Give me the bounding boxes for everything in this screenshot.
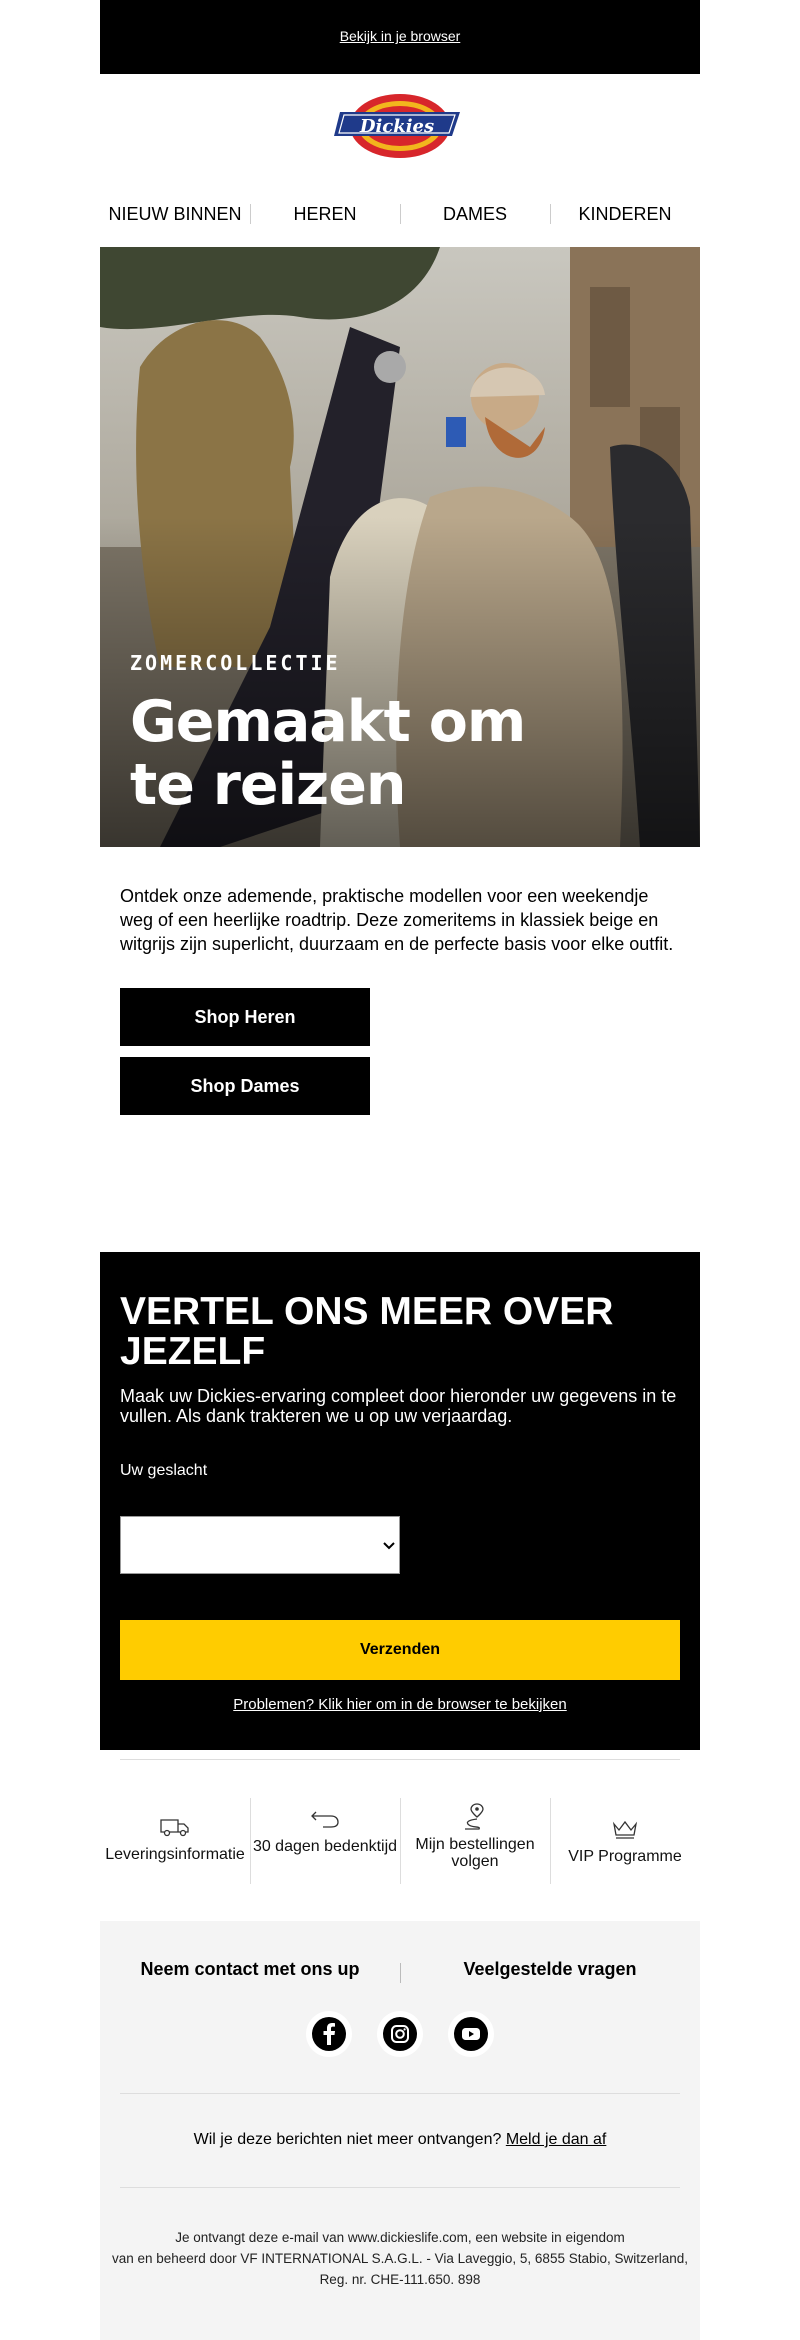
hero-eyebrow: ZOMERCOLLECTIE <box>130 651 341 675</box>
contact-link[interactable]: Neem contact met ons up <box>140 1959 360 1979</box>
chevron-down-icon <box>383 1541 395 1551</box>
browser-trouble-link[interactable]: Problemen? Klik hier om in de browser te bekijken <box>233 1696 567 1713</box>
nav-item-men[interactable]: HEREN <box>250 194 400 234</box>
top-bar <box>100 0 700 74</box>
legal-line: van en beheerd door VF INTERNATIONAL S.A.G.L. - Via Laveggio, 5, 6855 Stabio, Switzerland, <box>111 2251 689 2266</box>
hero-title: Gemaakt om te reizen <box>130 689 526 818</box>
crown-icon <box>609 1816 641 1842</box>
facebook-icon <box>312 2017 346 2051</box>
logo-text: Dickies <box>359 116 435 137</box>
nav-item-kids[interactable]: KINDEREN <box>550 194 700 234</box>
divider <box>120 1759 680 1760</box>
main-nav <box>100 194 700 234</box>
view-in-browser-link[interactable]: Bekijk in je browser <box>339 28 461 44</box>
usp-label: 30 dagen bedenktijd <box>252 1838 398 1855</box>
gender-label: Uw geslacht <box>120 1462 208 1479</box>
usp-vip[interactable] <box>550 1796 700 1886</box>
usp-returns[interactable] <box>250 1796 400 1886</box>
facebook-button[interactable] <box>306 2011 352 2057</box>
footer-divider-2 <box>120 2187 680 2188</box>
nav-item-new[interactable]: NIEUW BINNEN <box>108 204 242 224</box>
logo-area <box>100 74 700 184</box>
faq-link[interactable]: Veelgestelde vragen <box>463 1959 637 1979</box>
youtube-button[interactable] <box>448 2011 494 2057</box>
instagram-button[interactable] <box>377 2011 423 2057</box>
hero-banner[interactable] <box>100 247 700 847</box>
unsubscribe-text: Wil je deze berichten niet meer ontvangen? <box>193 2131 502 2148</box>
form-title: VERTEL ONS MEER OVER JEZELF <box>120 1290 614 1373</box>
profile-form <box>100 1252 700 1750</box>
usp-label: VIP Programme <box>568 1848 682 1865</box>
form-description: Maak uw Dickies-ervaring compleet door hieronder uw gegevens in te vullen. Als dank trakteren we u op uw verjaardag. <box>120 1386 677 1426</box>
legal-text <box>100 2227 700 2290</box>
usp-label: Leveringsinformatie <box>105 1846 245 1863</box>
legal-line: Reg. nr. CHE-111.650. 898 <box>319 2272 481 2287</box>
route-pin-icon <box>459 1802 491 1832</box>
gender-select[interactable] <box>120 1516 400 1574</box>
instagram-icon <box>383 2017 417 2051</box>
usp-delivery[interactable] <box>100 1796 250 1886</box>
footer-divider-1 <box>120 2093 680 2094</box>
submit-button[interactable]: Verzenden <box>120 1620 680 1680</box>
shop-women-button[interactable]: Shop Dames <box>120 1057 370 1115</box>
usp-bar <box>100 1796 700 1886</box>
nav-item-women[interactable]: DAMES <box>400 194 550 234</box>
usp-track-orders[interactable] <box>400 1796 550 1886</box>
truck-icon <box>159 1814 191 1840</box>
youtube-icon <box>454 2017 488 2051</box>
footer <box>100 1921 700 2340</box>
unsubscribe-row <box>100 2131 700 2149</box>
usp-label: Mijn bestellingen volgen <box>415 1836 535 1870</box>
shop-men-button[interactable]: Shop Heren <box>120 988 370 1046</box>
unsubscribe-link[interactable]: Meld je dan af <box>505 2131 607 2148</box>
return-arrow-icon <box>309 1806 341 1832</box>
legal-line: Je ontvangt deze e-mail van www.dickieslife.com, een website in eigendom <box>175 2230 625 2245</box>
dickies-logo[interactable] <box>334 90 466 162</box>
intro-text: Ontdek onze ademende, praktische modellen voor een weekendje weg of een heerlijke roadtrip. Deze zomeritems in klassiek beige en witgrijs zijn superlicht, duurzaam en de perfecte basis voor elke outfit. <box>120 886 674 954</box>
